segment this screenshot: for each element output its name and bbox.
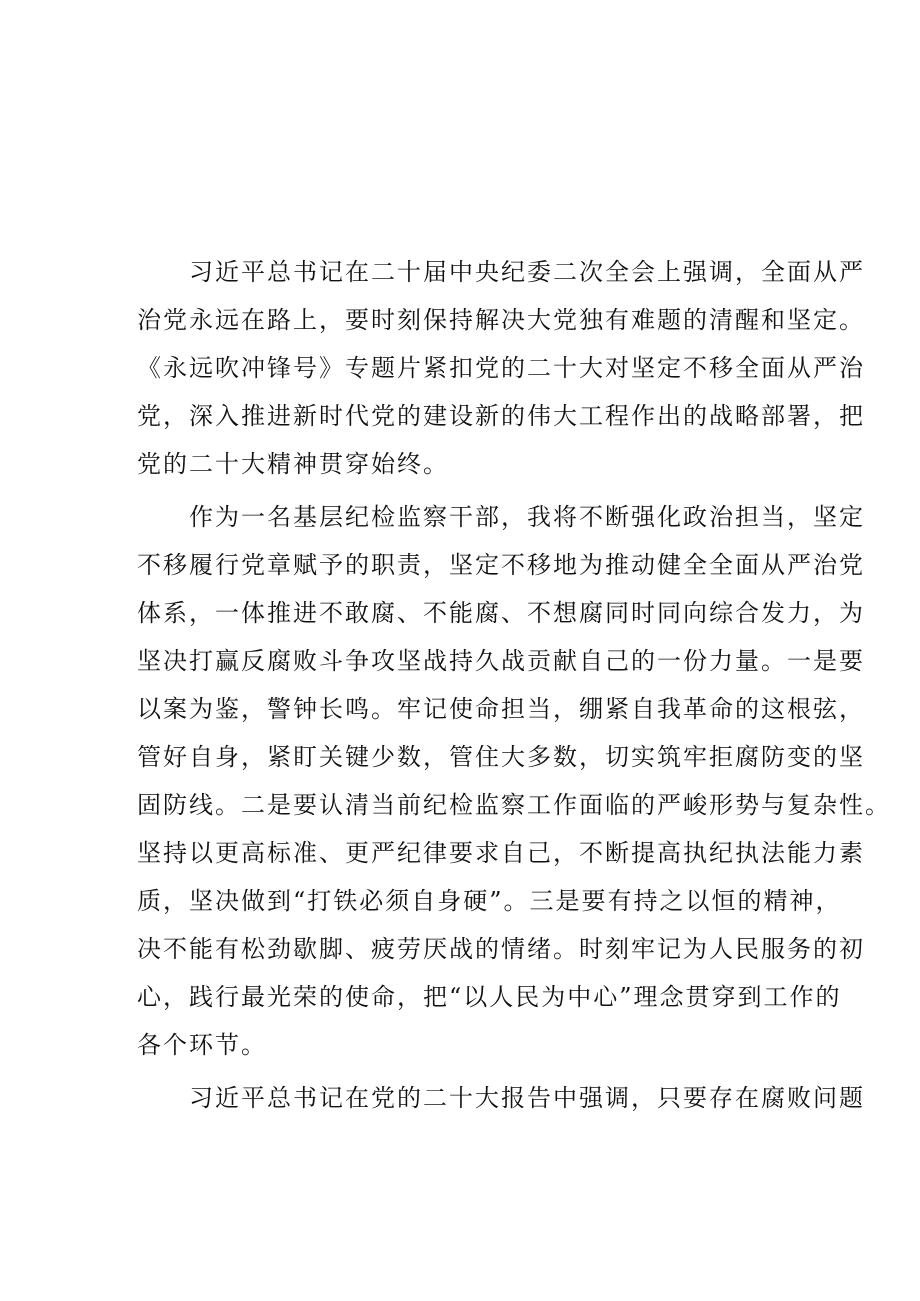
paragraph-line: 固防线。二是要认清当前纪检监察工作面临的严峻形势与复杂性。 [137,791,891,819]
paragraph-line: 坚持以更高标准、更严纪律要求自己，不断提高执纪执法能力素 [137,839,865,867]
paragraph-line: 《永远吹冲锋号》专题片紧扣党的二十大对坚定不移全面从严治 [137,354,865,382]
document-body [137,248,891,1122]
paragraph-line: 不移履行党章赋予的职责，坚定不移地为推动健全全面从严治党 [137,551,865,579]
paragraph-line: 作为一名基层纪检监察干部，我将不断强化政治担当，坚定 [189,503,865,531]
paragraph-line: 体系，一体推进不敢腐、不能腐、不想腐同时同向综合发力，为 [137,599,865,627]
paragraph-line: 党的二十大精神贯穿始终。 [137,450,449,478]
paragraph-line: 管好自身，紧盯关键少数，管住大多数，切实筑牢拒腐防变的坚 [137,743,865,771]
paragraph-3 [137,1074,865,1122]
paragraph-line: 质，坚决做到“打铁必须自身硬”。三是要有持之以恒的精神， [137,887,842,915]
paragraph-1 [137,248,865,488]
paragraph-line: 坚决打赢反腐败斗争攻坚战持久战贡献自己的一份力量。一是要 [137,647,865,675]
paragraph-line: 习近平总书记在二十届中央纪委二次全会上强调，全面从严 [189,258,865,286]
paragraph-line: 各个环节。 [137,1031,267,1059]
paragraph-line: 习近平总书记在党的二十大报告中强调，只要存在腐败问题 [189,1084,865,1112]
paragraph-line: 治党永远在路上，要时刻保持解决大党独有难题的清醒和坚定。 [137,306,865,334]
paragraph-line: 党，深入推进新时代党的建设新的伟大工程作出的战略部署，把 [137,402,865,430]
paragraph-line: 心，践行最光荣的使命，把“以人民为中心”理念贯穿到工作的 [137,983,842,1011]
paragraph-line: 决不能有松劲歇脚、疲劳厌战的情绪。时刻牢记为人民服务的初 [137,935,865,963]
paragraph-line: 以案为鉴，警钟长鸣。牢记使命担当，绷紧自我革命的这根弦， [137,695,865,723]
paragraph-2 [137,493,891,1069]
